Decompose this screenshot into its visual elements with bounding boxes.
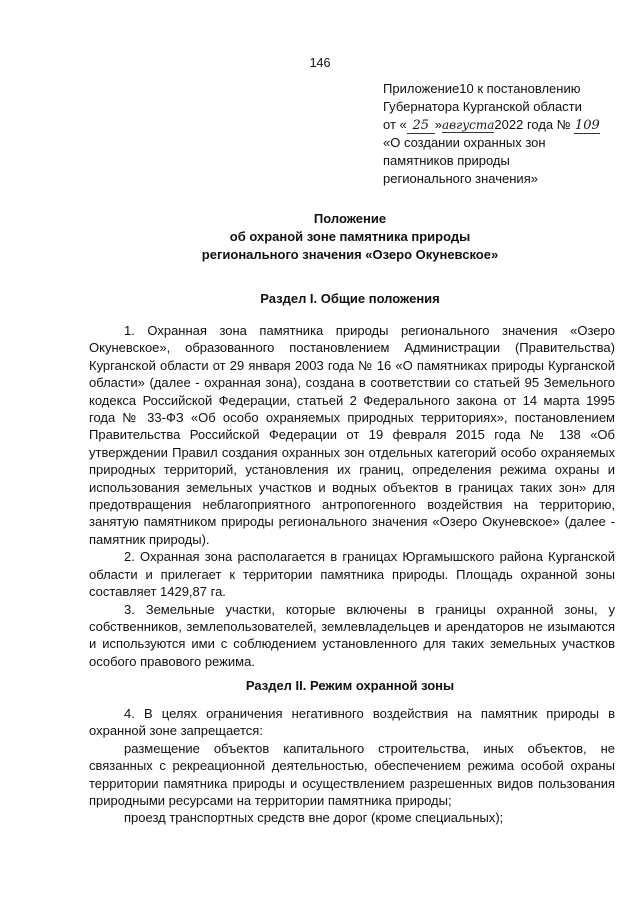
appendix-header (383, 80, 633, 188)
handwritten-number: 109 (574, 118, 600, 133)
appendix-line-4: «О создании охранных зон (383, 135, 546, 150)
paragraph-4: 4. В целях ограничения негативного воздействия на памятник природы в охранной зоне запрещается: (89, 706, 615, 739)
handwritten-day: 25 (407, 119, 435, 134)
section-1-body (89, 322, 615, 670)
appendix-line-5: памятников природы (383, 153, 510, 168)
paragraph-4-item-1: размещение объектов капитального строительства, иных объектов, не связанных с рекреационной деятельностью, обеспечением режима особой охраны территории памятника природы и осуществлением разрешенных видов пользования природными ресурсами на территории памятника природы; (89, 740, 615, 809)
appendix-line-6: регионального значения» (383, 171, 538, 186)
handwritten-month: августа (441, 118, 495, 132)
title-line-3: регионального значения «Озеро Окуневское» (201, 247, 499, 262)
appendix-date-mid: » (434, 117, 442, 132)
page-number: 146 (309, 56, 331, 70)
paragraph-4-item-2: проезд транспортных средств вне дорог (кроме специальных); (124, 810, 504, 826)
section-2-body (89, 705, 615, 827)
appendix-date-prefix: от « (383, 117, 407, 132)
appendix-line-2: Губернатора Курганской области (383, 99, 582, 114)
paragraph-3: 3. Земельные участки, которые включены в границы охранной зоны, у собственников, землепользователей, землевладельцев и арендаторов не изымаются и используются ими с соблюдением установленного для таких земельных участков особого правового режима. (89, 601, 615, 669)
appendix-year: 2022 года № (494, 117, 571, 132)
paragraph-2: 2. Охранная зона располагается в границах Юргамышского района Курганской области и прилегает к территории памятника природы. Площадь охранной зоны составляет 1429,87 га. (89, 549, 615, 600)
document-title (0, 210, 640, 264)
title-line-1: Положение (313, 211, 387, 226)
title-line-2: об охраной зоне памятника природы (229, 229, 471, 244)
section-1-heading: Раздел I. Общие положения (260, 291, 440, 306)
appendix-line-1: Приложение10 к постановлению (383, 81, 581, 96)
appendix-date-line (383, 116, 633, 134)
section-2-heading: Раздел II. Режим охранной зоны (245, 678, 455, 693)
paragraph-1: 1. Охранная зона памятника природы регионального значения «Озеро Окуневское», образованного постановлением Администрации (Правительства) Курганской области от 29 января 2003 года № 16 «О памятниках природы Курганской области» (далее - охранная зона), создана в соответствии со статьей 95 Земельного кодекса Российской Федерации, статьей 2 Федерального закона от 14 марта 1995 года № 33-ФЗ «Об особо охраняемых природных территориях», постановлением Правительства Российской Федерации от 19 февраля 2015 года № 138 «Об утверждении Правил создания охранных зон отдельных категорий особо охраняемых природных территорий, установления их границ, определения режима охраны и использования земельных участков и водных объектов в границах таких зон» для предотвращения неблагоприятного антропогенного воздействия на территорию, занятую памятником природы регионального значения «Озеро Окуневское» (далее - памятник природы). (89, 323, 615, 547)
